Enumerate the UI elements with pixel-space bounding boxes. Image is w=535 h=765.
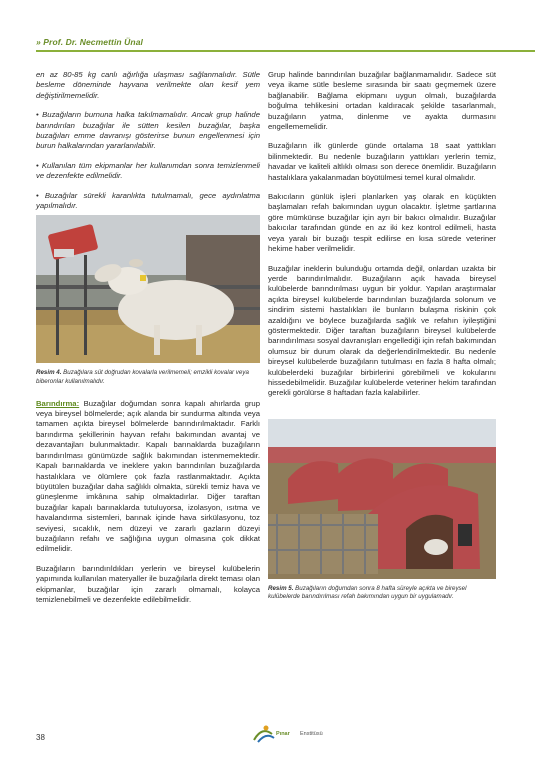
left-paragraph-1: en az 80-85 kg canlı ağırlığa ulaşması sağlanmalıdır. Sütle besleme döneminde hayvana verilmekte olan kesif yem değiştirilmemelidir. xyxy=(36,70,260,100)
caption-4-label: Resim 4. xyxy=(36,369,62,377)
bullet-nose-ring: • Buzağıların burnuna halka takılmamalıdır. Ancak grup halinde barındırılan buzağılar ile sütten kesilen buzağılar, başka buzağıları emme davranışı gösterirse bunun engellenmesi için burun halkalarından yararlanılabilir. xyxy=(36,110,260,151)
left-paragraph-materials: Buzağıların barındırıldıkları yerlerin ve bireysel kulübelerin yapımında kullanılan materyaller ile buzağılarla direkt teması olan ekipmanlar, buzağılar için zararlı olmamalı, kolayca temizlenebilmeli ve dezenfekte edilebilmelidir. xyxy=(36,563,260,604)
right-paragraph-2: Buzağıların ilk günlerde günde ortalama 18 saat yattıkları bilinmektedir. Bu nedenle buzağıların yattıkları yerlerin temiz, havadar ve kaliteli altlıklı olması son derece önemlidir. Buzağıların hastalıklara yakalanmadan büyütülmesi temel kural olmalıdır. xyxy=(268,141,496,182)
bullet-lighting: • Buzağılar sürekli karanlıkta tutulmamalı, gece aydınlatma yapılmalıdır. xyxy=(36,190,260,211)
right-paragraph-4: Buzağılar ineklerin bulunduğu ortamda değil, onlardan uzakta bir yerde barındırılmalıdır. Buzağıların açık havada bireysel kulübelerde barındırılması uygun bir yoldur. Yapılan araştırmalar açıkta bireysel kulübelerde barındırılan buzağılarda solonum ve sindirim sistemi hastalıkları ile bunların bulaşma riskinin çok azaldığını ve böylece buzağılarda sağlık ve refahın iyileştiğini göstermektedir. Diğer taraftan buzağıların bireysel kulübelerde barındırılması sosyal davranışları engellediği için refah bakımından olumsuz bir durum olarak da değerlendirilmektedir. Bu nedenle bireysel kulübelerde buzağıların tutulması en fazla 8 hafta olmalı; kulübelerdeki buzağılar birbirlerini görebilmeli ve kokularını hissedebilmelidir. Buzağılar kulübelerde veteriner hekim tarafından gerekli görülürse 8 haftadan fazla kalabilirler. xyxy=(268,263,496,398)
footer-brand: Pınar xyxy=(276,731,290,737)
photo-caption-4 xyxy=(36,369,260,386)
photo-calf-hutches xyxy=(268,419,496,579)
caption-5-label: Resim 5. xyxy=(268,584,294,592)
photo-caption-5 xyxy=(268,585,496,602)
footer-brand-suffix: Enstitüsü xyxy=(300,731,323,737)
caption-5-text: Buzağıların doğumdan sonra 8 hafta süreyle açıkta ve bireysel kulübelerde barındırılması refah bakımından uygun bir uygulamadır. xyxy=(268,584,467,601)
bullet-equipment: • Kullanılan tüm ekipmanlar her kullanımdan sonra temizlenmeli ve dezenfekte edilmelidir. xyxy=(36,160,260,181)
right-paragraph-1: Grup halinde barındırılan buzağılar bağlanmamalıdır. Sadece süt veya ikame sütle besleme sırasında bir saatı geçmemek üzere bağlanabilir. Bağlama ekipmanı uygun olmalı, buzağılarda boğulma tehlikesini ortadan kaldıracak şekilde tasarlanmalı, buzağıların yatma, dinlenme ve ayakta durmasını engellememelidir. xyxy=(268,70,496,132)
calf-bucket-image xyxy=(36,215,260,363)
right-paragraph-3: Bakıcıların günlük işleri planlarken yaş olarak en küçükten başlamaları refah bakımından uygun olacaktır. İşletme şartlarına göre mümkünse buzağılar için ayrı bir bakıcı olmalıdır. Buzağılar bakıcılar tarafından günde en az iki kez kontrol edilmeli, hasta veya yaralı bir buzağı tespit edilirse en kısa sürede veteriner hekime haber verilmelidir. xyxy=(268,192,496,254)
left-column xyxy=(36,70,260,614)
right-column xyxy=(268,70,496,614)
institute-logo-icon xyxy=(248,720,338,748)
barindirma-text: Buzağılar doğumdan sonra kapalı ahırlarda grup veya bireysel bölmelerde; açık alanda bir sundurma altında veya tamamen açıkta bireysel bölmelerde barındırılmaktadır. Farklı barındırma şekillerinin hayvan refahı bakımından avantaj ve dezavantajları bulunmaktadır. Kapalı barınaklarda buzağıların barındırılması günümüzde sağlık bakımından istenmemektedir. Kapalı barınaklarda ve ineklere yakın barındırılan buzağılarda hastalıklara ve ölümlere çok fazla rastlanmaktadır. Açıkta büyütülen buzağılar daha sağlıklı olmakta, sürekli temiz hava ve güneşlenme imkânına sahip olmaktadırlar. Diğer taraftan buzağılar kapalı barınaklarda tutuluyorsa, izolasyon, ısıtma ve havalandırma sistemleri, barınak içinde hava sirkülasyonu, toz seviyesi, sıcaklık, nem düzeyi ve zararlı gazların düzeyi buzağıların refahı ve sağlığına uygun olmasına çok dikkat edilmelidir. xyxy=(36,398,260,554)
running-header: » Prof. Dr. Necmettin Ünal xyxy=(36,37,143,47)
barindirma-paragraph xyxy=(36,399,260,555)
page-number: 38 xyxy=(36,733,45,742)
barindirma-keyword: Barındırma: xyxy=(36,398,80,408)
caption-4-text: Buzağılara süt doğrudan kovalarla verilmemeli; emzikli kovalar veya biberonlar kullanılmalıdır. xyxy=(36,369,249,386)
header-rule xyxy=(36,50,535,52)
photo-calf-bucket xyxy=(36,215,260,363)
calf-hutches-image xyxy=(268,419,496,579)
